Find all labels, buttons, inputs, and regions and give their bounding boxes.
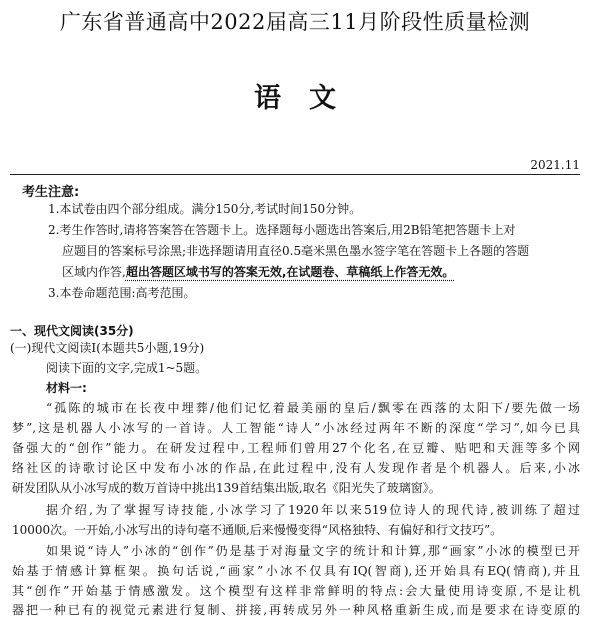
notice-item-2-line-3 (62, 262, 454, 282)
notice-item-2-line-3-prefix: 区域内作答, (62, 265, 126, 279)
notice-item-2-line-1: 2.考生作答时,请将答案答在答题卡上。选择题每小题选出答案后,用2B铅笔把答题卡上对 (48, 223, 516, 237)
notice-emphasis: 超出答题区域书写的答案无效,在试题卷、草稿纸上作答无效。 (125, 265, 455, 279)
passage-line: 据介绍,为了掌握写诗技能,小冰学习了1920年以来519位诗人的现代诗,被训练了超过 (46, 503, 580, 517)
passage-line: 其“创作”开始基于情感激发。这个模型有这样非常鲜明的特点:会大量使用诗变原,不是让机 (12, 584, 580, 598)
passage-line: 络社区的诗歌讨论区中发布小冰的作品,在此过程中,没有人发现作者是个机器人。后来,小冰 (12, 461, 580, 475)
notice-title: 考生注意: (22, 185, 80, 200)
subsection-title: (一)现代文阅读Ⅰ(本题共5小题,19分) (10, 341, 205, 355)
passage-line: 如果说“诗人”小冰的“创作”仍是基于对海量文字的统计和计算,那“画家”小冰的模型已开 (46, 544, 580, 558)
passage-line: 梦”,这是机器人小冰写的一首诗。人工智能“诗人”小冰经过两年不断的深度“学习”,如今已具 (12, 421, 580, 435)
passage-line: 始基于情感计算框架。换句话说,“画家”小冰不仅具有IQ(智商),还开始具有EQ(情商),并且 (12, 564, 580, 578)
passage-line: “孤陈的城市在长夜中埋葬/他们记忆着最美丽的皇后/飘零在西落的太阳下/要先做一场 (46, 401, 580, 415)
passage-line: 备强大的“创作”能力。在研发过程中,工程师们曾用27个化名,在豆瓣、贴吧和天涯等多个网 (12, 441, 580, 455)
section-title: 一、现代文阅读(35分) (10, 324, 134, 338)
subject-title: 语文 (254, 83, 364, 114)
exam-date: 2021.11 (530, 158, 580, 172)
notice-item-2-line-2: 应题目的答案标号涂黑;非选择题请用直径0.5毫米黑色墨水签字笔在答题卡上各题的答题 (62, 244, 530, 258)
passage-line: 10000次。一开始,小冰写出的诗句毫不通顺,后来慢慢变得“风格独特、有偏好和行文技巧”。 (12, 523, 503, 537)
reading-instruction: 阅读下面的文字,完成1~5题。 (46, 361, 208, 375)
exam-title: 广东省普通高中2022届高三11月阶段性质量检测 (59, 10, 531, 34)
header-divider (10, 174, 580, 175)
notice-item-3: 3.本卷命题范围:高考范围。 (48, 286, 196, 300)
passage-line: 器把一种已有的视觉元素进行复制、拼接,再转成另外一种风格重新生成,而是要求在诗变原的 (12, 603, 580, 617)
notice-item-1: 1.本试卷由四个部分组成。满分150分,考试时间150分钟。 (48, 202, 362, 216)
material-label: 材料一: (46, 381, 87, 395)
passage-line: 研发团队从小冰写成的数万首诗中挑出139首结集出版,取名《阳光失了玻璃窗》。 (12, 481, 441, 495)
